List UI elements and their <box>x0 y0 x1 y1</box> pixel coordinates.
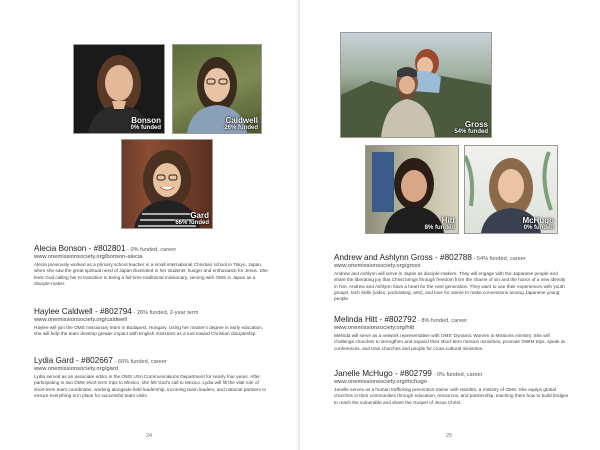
photo-name: Hitt <box>441 216 455 225</box>
photo-mchugo <box>464 145 558 234</box>
entry-name: Lydia Gard - #802667 <box>34 356 113 365</box>
entry-url: www.onemissionsociety.org/mchugo <box>334 379 428 385</box>
photo-gard <box>121 139 213 229</box>
photo-caption-caldwell <box>224 117 258 131</box>
entry-url: www.onemissionsociety.org/bonson-alecia <box>34 254 143 260</box>
entry-heading <box>334 253 570 262</box>
entry-url: www.onemissionsociety.org/caldwell <box>34 317 128 323</box>
photo-name: Gard <box>190 211 209 220</box>
entry-gross <box>334 253 570 302</box>
photo-funded: 8% funded <box>424 225 455 231</box>
entry-url: www.onemissionsociety.org/hitt <box>334 325 415 331</box>
photo-caldwell <box>172 44 262 134</box>
entry-heading <box>34 244 270 253</box>
photo-name: Gross <box>464 120 488 129</box>
photo-hitt <box>365 145 459 234</box>
entry-heading <box>334 369 570 378</box>
photo-name: Bonson <box>131 116 161 125</box>
photo-funded: 0% funded <box>523 225 554 231</box>
entry-hitt <box>334 315 570 352</box>
entry-name: Andrew and Ashlynn Gross - #802788 <box>334 253 472 262</box>
entry-body: Andrew and Ashlynn will serve in Japan as disciple-makers. They will engage with the Japanese people and share the liberating joy that Christ brings through freedom from the shame of sin and the honor of a new identity in him. Andrew and Ashlynn have a heart for the next generation. They want to use their experiences with youth groups, tech skills (video, podcasting, arts), and love for anime to make connections among Japanese young people. <box>334 271 566 302</box>
entry-body: Janelle serves as a human trafficking prevention trainer with Hand81, a ministry of OMS. She equips global churches in their communities through education, resources, and partnership, teaching them how to build bridges to reach the vulnerable and share the Gospel of Jesus Christ. <box>334 387 569 405</box>
entry-heading <box>34 307 270 316</box>
entry-url: www.onemissionsociety.org/gard <box>34 366 118 372</box>
photo-caption-bonson <box>131 117 161 131</box>
entry-body: Lydia served as an associate editor in the OMS USA Communications Department for nearly four years. After participating in two OMS short-term trips to Mexico, she felt God's call to Mexico. Lydia will fill the vital role of short-term team coordinator, working alongside field leadership, incoming team leaders, and national partners to ensure everything is in place for successful team visits. <box>34 374 267 398</box>
entry-bonson <box>34 244 270 287</box>
entry-name: Melinda Hitt - #802792 <box>334 315 417 324</box>
right-page <box>300 0 600 450</box>
entry-heading <box>334 315 570 324</box>
entry-status: - 26% funded, 2-year term <box>131 310 199 316</box>
entry-gard <box>34 356 270 399</box>
entry-status: - 8% funded, career <box>416 318 468 324</box>
photo-funded: 0% funded <box>130 125 161 131</box>
entry-status: - 0% funded, career <box>431 372 483 378</box>
entry-status: - 54% funded, career <box>471 256 526 262</box>
entry-url: www.onemissionsociety.org/gross <box>334 263 421 269</box>
photo-gross <box>340 32 492 138</box>
entry-status: - 66% funded, career <box>112 359 167 365</box>
photo-bonson <box>73 44 165 134</box>
entry-body: Alecia previously worked as a primary school teacher in a small international Christian school in Tokyo, Japan, when she saw the great spiritual need of Japan illustrated in her students' hunger and enthusiasm for Jesus. She feels God calling her to transition to being a full-time traditional missionary, serving with OMS in Japan as a disciple-maker. <box>34 262 268 286</box>
entry-body: Haylee will join the OMS missionary team in Budapest, Hungary. Using her master's degree in early education, she will help the team develop greater impact with English ministries as a tool toward Christian discipleship. <box>34 325 264 337</box>
page-number-left: 24 <box>146 433 153 439</box>
photo-caption-hitt <box>425 217 455 231</box>
entry-status: - 0% funded, career <box>125 247 177 253</box>
entry-name: Janelle McHugo - #802799 <box>334 369 432 378</box>
entry-name: Alecia Bonson - #802801 <box>34 244 126 253</box>
photo-funded: 26% funded <box>224 125 258 131</box>
photo-funded: 66% funded <box>175 220 209 226</box>
entry-mchugo <box>334 369 570 406</box>
entry-heading <box>34 356 270 365</box>
photo-caption-gard <box>175 212 209 226</box>
entry-caldwell <box>34 307 270 338</box>
entry-body: Melinda will serve as a network representative with OMS' Dynamic Women in Missions ministry. She will challenge churches to strengthen and expand their short-term mission ministries, promote DWIM trips, speak at conferences, and train churches and people for cross-cultural ministries. <box>334 333 565 351</box>
photo-caption-gross <box>454 121 488 135</box>
photo-name: McHugo <box>522 216 554 225</box>
photo-caption-mchugo <box>522 217 554 231</box>
entry-name: Haylee Caldwell - #802794 <box>34 307 132 316</box>
page-number-right: 25 <box>446 433 453 439</box>
photo-funded: 54% funded <box>454 129 488 135</box>
photo-name: Caldwell <box>225 116 258 125</box>
